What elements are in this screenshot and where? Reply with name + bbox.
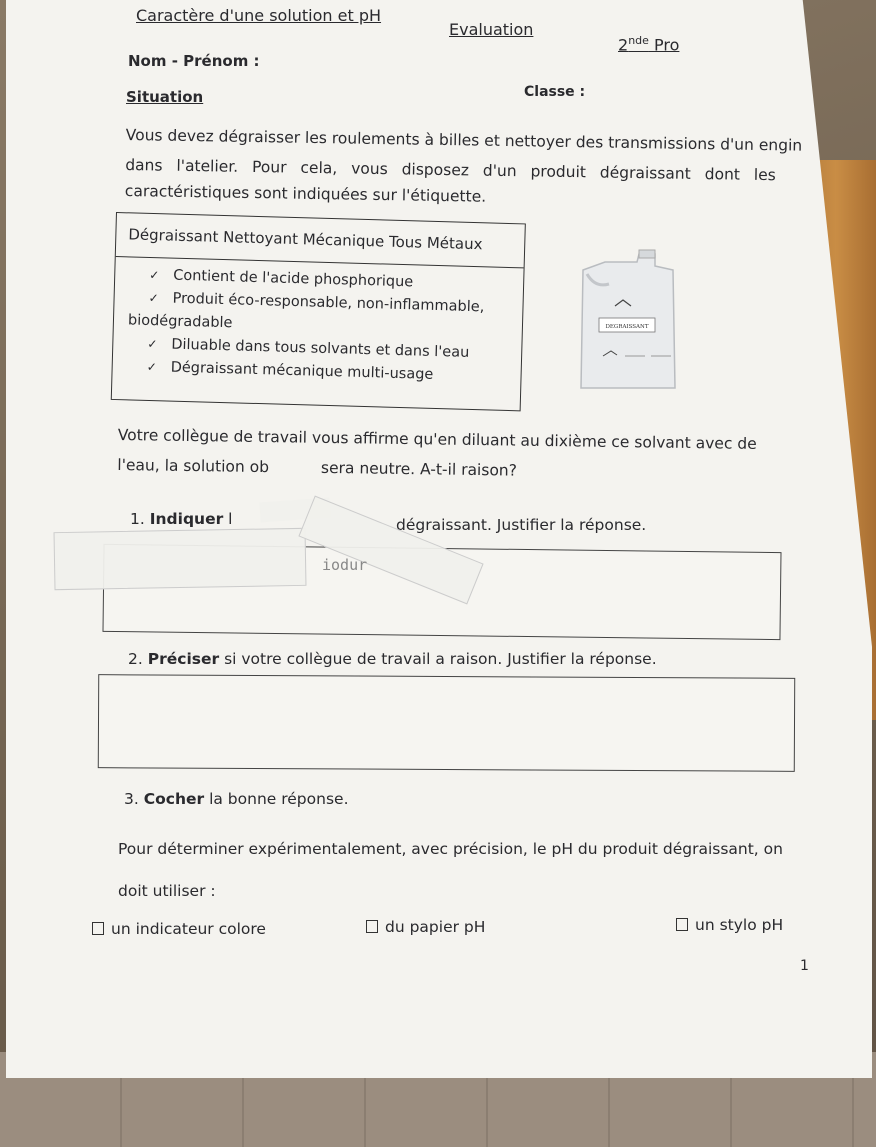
level-superscript: nde (628, 34, 649, 47)
tape-piece (54, 528, 307, 590)
option-label: un indicateur colore (111, 920, 266, 938)
question-intro-part-b: sera neutre. A-t-il raison? (320, 458, 518, 480)
question-2-verb: Préciser (147, 650, 220, 668)
label-item-text: Produit éco-responsable, non-inflammable, (172, 290, 485, 316)
checkbox-icon[interactable] (92, 922, 104, 935)
degreaser-jug-image (575, 248, 680, 390)
label-item-text: Diluable dans tous solvants et dans l'eau (171, 336, 470, 361)
level-number: 2 (618, 35, 629, 55)
situation-line-2: dans l'atelier. Pour cela, vous disposez d'un produit dégraissant dont les (125, 155, 776, 185)
evaluation-heading: Evaluation (449, 20, 534, 39)
option-label: un stylo pH (695, 916, 784, 934)
ph-question-line-1: Pour déterminer expérimentalement, avec précision, le pH du produit dégraissant, on (118, 840, 783, 858)
question-3-verb: Cocher (143, 790, 205, 808)
question-3-number: 3. (124, 790, 139, 808)
product-label-list (112, 257, 523, 389)
class-field-label: Classe : (524, 84, 586, 100)
label-item-text: biodégradable (127, 312, 233, 332)
answer-box-2[interactable] (98, 674, 795, 772)
question-2 (128, 644, 657, 674)
check-icon: ✓ (149, 267, 160, 283)
ph-question-line-2: doit utiliser : (118, 882, 216, 900)
document-title: Caractère d'une solution et pH (136, 6, 382, 25)
check-icon: ✓ (147, 336, 158, 352)
checkbox-icon[interactable] (676, 918, 688, 931)
option-ph-pen[interactable] (676, 910, 783, 940)
question-3 (124, 784, 349, 814)
option-ph-paper[interactable] (366, 912, 485, 942)
product-label-title: Dégraissant Nettoyant Mécanique Tous Métaux (116, 213, 525, 268)
page-number: 1 (800, 958, 809, 974)
checkbox-icon[interactable] (366, 920, 378, 933)
situation-paragraph (125, 120, 803, 217)
question-1-verb: Indiquer (149, 510, 224, 528)
situation-line-3: caractéristiques sont indiquées sur l'étiquette. (124, 181, 487, 206)
level-suffix: Pro (654, 35, 680, 55)
check-icon: ✓ (148, 290, 159, 306)
situation-line-1: Vous devez dégraisser les roulements à billes et nettoyer des transmissions d'un engin (125, 125, 803, 155)
question-1-rest: dégraissant. Justifier la réponse. (396, 516, 647, 534)
question-1-partial: l (228, 510, 233, 528)
question-2-text: si votre collègue de travail a raison. Justifier la réponse. (224, 650, 657, 668)
label-item-text: Contient de l'acide phosphorique (173, 267, 414, 291)
question-intro (117, 420, 757, 489)
name-field-label: Nom - Prénom : (128, 52, 260, 70)
question-intro-line-1: Votre collègue de travail vous affirme qu'en diluant au dixième ce solvant avec de (117, 425, 757, 453)
handwritten-answer: iodur (322, 556, 368, 574)
label-item-text: Dégraissant mécanique multi-usage (170, 359, 434, 383)
option-label: du papier pH (385, 918, 486, 936)
product-label-box (111, 212, 526, 411)
situation-heading: Situation (126, 88, 204, 106)
level-label (618, 34, 679, 54)
question-1-number: 1. (130, 510, 145, 528)
question-2-number: 2. (128, 650, 143, 668)
check-icon: ✓ (146, 359, 157, 375)
question-intro-part-a: l'eau, la solution ob (117, 455, 270, 477)
question-3-text: la bonne réponse. (209, 790, 349, 808)
jug-label-text: DEGRAISSANT (605, 324, 649, 330)
option-indicator[interactable] (92, 914, 266, 944)
